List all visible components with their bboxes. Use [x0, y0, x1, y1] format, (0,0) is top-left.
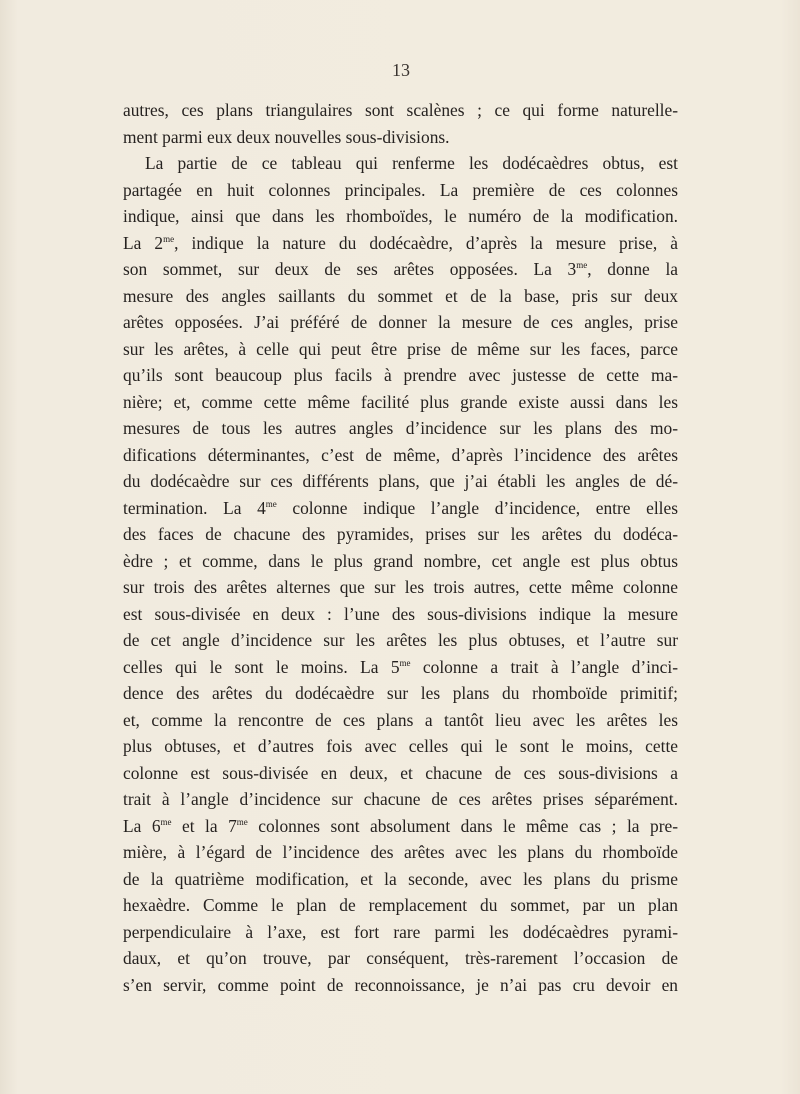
ordinal-number — [152, 816, 172, 836]
text-line: indique, ainsi que dans les rhomboïdes, le numéro de la modification. — [123, 206, 678, 226]
text-line: qu’ils sont beaucoup plus facils à prendre avec justesse de cette ma- — [123, 365, 678, 385]
ordinal-suffix: me — [399, 657, 411, 668]
text-line: autres, ces plans triangulaires sont scalènes ; ce qui forme naturelle- — [123, 100, 678, 120]
text-line: plus obtuses, et d’autres fois avec celles qui le sont le moins, cette — [123, 736, 678, 756]
text-line — [123, 230, 678, 257]
text-line: difications déterminantes, c’est de même, d’après l’incidence des arêtes — [123, 444, 678, 465]
text-line: mière, à l’égard de l’incidence des arêtes avec les plans du rhomboïde — [123, 842, 678, 862]
text-line: sur trois des arêtes alternes que sur les trois autres, cette même colonne — [123, 577, 678, 597]
ordinal-digit: 6 — [151, 815, 161, 836]
text-line — [123, 654, 678, 681]
text-segment: , donne la — [587, 259, 678, 279]
text-line: mesures de tous les autres angles d’incidence sur les plans des mo- — [123, 418, 678, 438]
text-line: mesure des angles saillants du sommet et de la base, pris sur deux — [123, 285, 678, 306]
text-line — [123, 495, 678, 522]
text-line: colonne est sous-divisée en deux, et chacune de ces sous-divisions a — [123, 762, 678, 783]
text-segment: , indique la nature du dodécaèdre, d’après la mesure prise, à — [174, 232, 678, 253]
ordinal-number — [154, 233, 174, 253]
text-line: La partie de ce tableau qui renferme les dodécaèdres obtus, est — [145, 153, 678, 173]
ordinal-digit: 3 — [567, 259, 577, 279]
ordinal-number — [568, 259, 588, 279]
text-line: de la quatrième modification, et la seconde, avec les plans du prisme — [123, 868, 678, 889]
text-segment: La — [123, 232, 155, 253]
text-line: daux, et qu’on trouve, par conséquent, très-rarement l’occasion de — [123, 948, 678, 968]
page-number: 13 — [392, 60, 410, 80]
text-segment: celles qui le sont le moins. La — [123, 656, 391, 677]
text-line: du dodécaèdre sur ces différents plans, que j’ai établi les angles de dé- — [123, 471, 678, 491]
text-segment: termination. La — [123, 497, 258, 518]
text-line — [123, 256, 678, 283]
ordinal-number — [391, 657, 411, 677]
text-line: arêtes opposées. J’ai préféré de donner la mesure de ces angles, prise — [123, 312, 678, 332]
text-line: dence des arêtes du dodécaèdre sur les plans du rhomboïde primitif; — [123, 683, 678, 703]
text-line: hexaèdre. Comme le plan de remplacement du sommet, par un plan — [123, 895, 678, 915]
text-segment: colonne indique l’angle d’incidence, entre elles — [276, 497, 678, 518]
text-line: et, comme la rencontre de ces plans a tantôt lieu avec les arêtes les — [123, 709, 678, 730]
text-line: trait à l’angle d’incidence sur chacune de ces arêtes prises séparément. — [123, 789, 678, 809]
ordinal-suffix: me — [160, 816, 172, 827]
ordinal-suffix: me — [265, 498, 277, 509]
body-text — [123, 97, 678, 998]
ordinal-suffix: me — [576, 260, 588, 270]
ordinal-digit: 5 — [390, 656, 400, 677]
ordinal-digit: 4 — [257, 497, 266, 518]
text-line: est sous-divisée en deux : l’une des sous-divisions indique la mesure — [123, 603, 678, 624]
ordinal-number — [228, 816, 248, 836]
ordinal-number — [257, 498, 277, 518]
ordinal-digit: 7 — [228, 815, 237, 836]
text-segment: son sommet, sur deux de ses arêtes opposées. La — [123, 259, 568, 279]
text-line: des faces de chacune des pyramides, prises sur les arêtes du dodéca- — [123, 524, 678, 544]
text-segment: La — [123, 815, 152, 836]
text-line: nière; et, comme cette même facilité plus grande existe aussi dans les — [123, 391, 678, 412]
text-line: de cet angle d’incidence sur les arêtes les plus obtuses, et l’autre sur — [123, 630, 678, 650]
text-line: èdre ; et comme, dans le plus grand nombre, cet angle est plus obtus — [123, 550, 678, 571]
ordinal-suffix: me — [163, 233, 175, 244]
ordinal-digit: 2 — [154, 232, 164, 253]
text-segment: colonne a trait à l’angle d’inci- — [410, 656, 678, 677]
text-line: perpendiculaire à l’axe, est fort rare parmi les dodécaèdres pyrami- — [123, 921, 678, 942]
text-line: partagée en huit colonnes principales. La première de ces colonnes — [123, 179, 678, 200]
text-segment: et la — [171, 815, 229, 836]
text-segment: colonnes sont absolument dans le même cas ; la pre- — [247, 815, 678, 836]
text-line: ment parmi eux deux nouvelles sous-divisions. — [123, 126, 450, 147]
text-line: sur les arêtes, à celle qui peut être prise de même sur les faces, parce — [123, 338, 678, 359]
text-line — [123, 813, 678, 840]
ordinal-suffix: me — [236, 816, 248, 827]
text-line: s’en servir, comme point de reconnoissance, je n’ai pas cru devoir en — [123, 974, 678, 995]
